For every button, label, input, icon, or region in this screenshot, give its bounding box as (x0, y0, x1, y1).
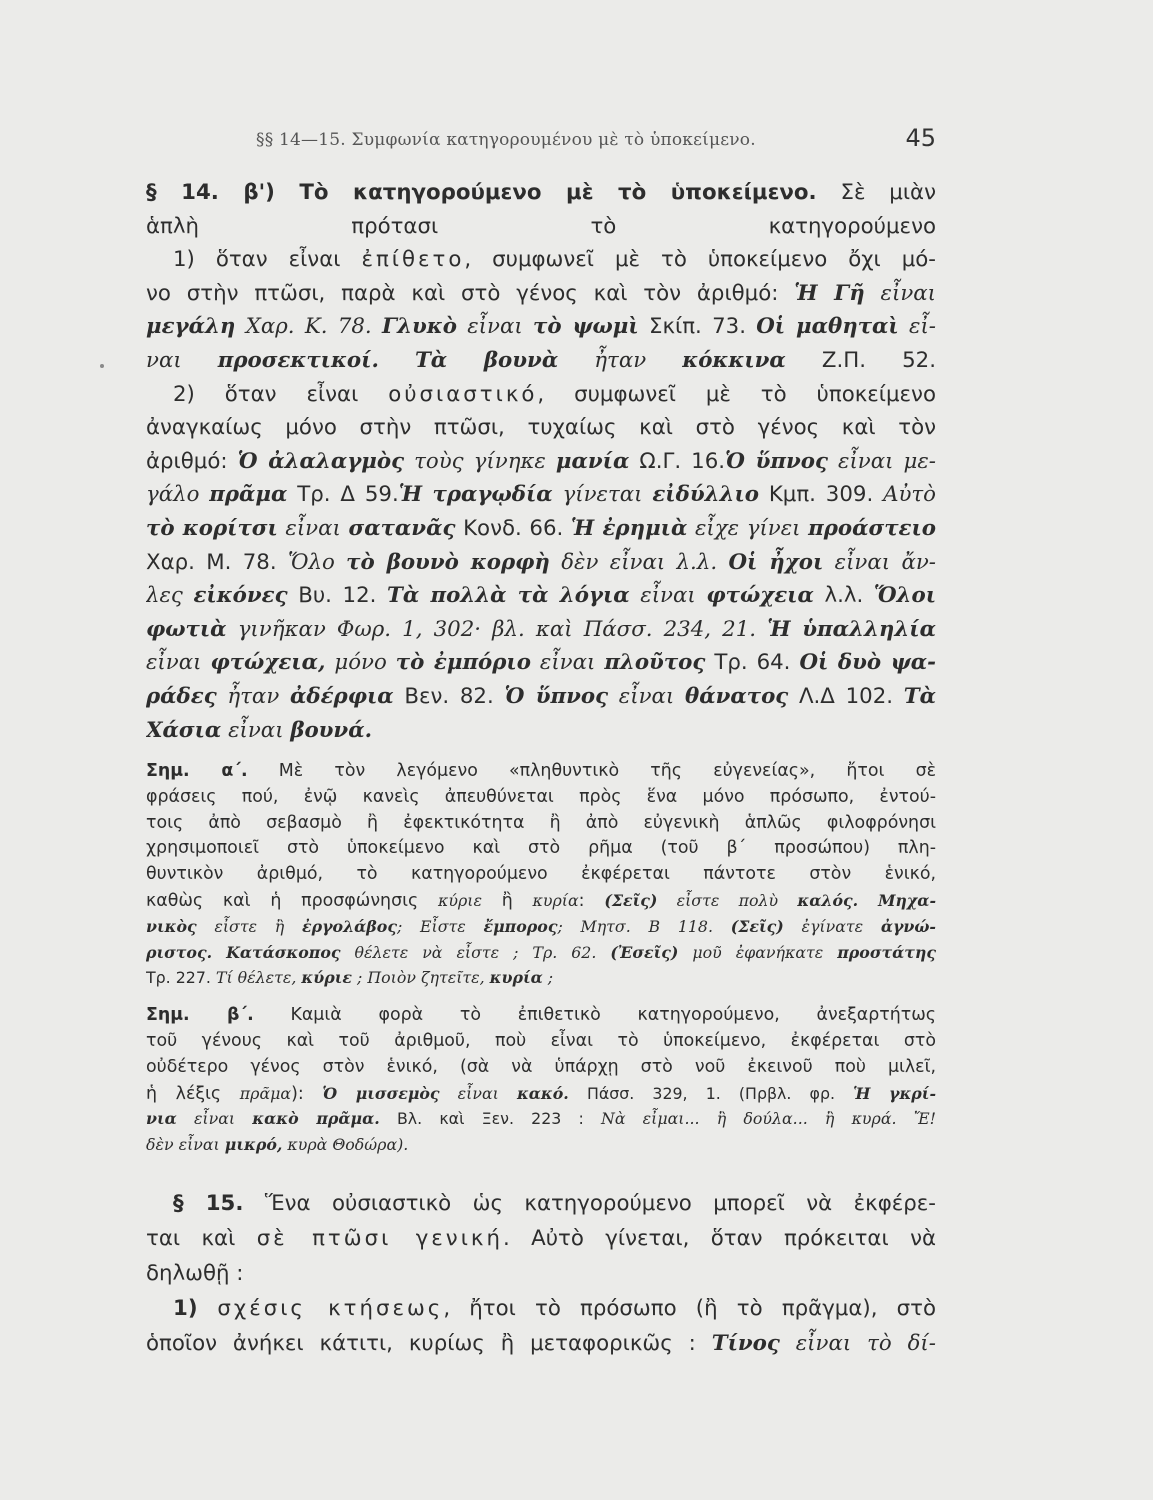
section-heading: § 14. β') Τὸ κατηγορούμενο μὲ τὸ ὑποκείμενο. (146, 180, 817, 205)
text-line: ριστος. Κατάσκοπος θέλετε νὰ εἶστε ; Τρ. 62. (Ἐσεῖς) μοῦ ἐφανήκατε προστάτης (146, 942, 936, 962)
text-line: ὁποῖον ἀνήκει κάτιτι, κυρίως ἢ μεταφορικῶς : Τίνος εἶναι τὸ δί- (146, 1331, 936, 1357)
book-page (146, 122, 936, 1361)
text-line: ράδες ἦταν ἀδέρφια Βεν. 82. Ὁ ὕπνος εἶναι θάνατος Λ.Δ 102. Τὰ (146, 683, 936, 709)
section-15 (146, 1186, 936, 1361)
text-line: ἡ λέξις πρᾶμα): Ὁ μισσεμὸς εἶναι κακό. Πάσσ. 329, 1. (Πρβλ. φρ. Ἡ γκρί- (146, 1083, 936, 1104)
text-line: φράσεις πού, ἐνῷ κανεὶς ἀπευθύνεται πρὸς ἕνα μόνο πρόσωπο, ἐντού- (146, 786, 936, 807)
text-line: δηλωθῇ : (146, 1261, 244, 1287)
text-line: ἀριθμό: Ὁ ἀλαλαγμὸς τοὺς γίνηκε μανία Ω.Γ. 16.Ὁ ὕπνος εἶναι με- (146, 448, 936, 474)
text-line: § 15. Ἕνα οὐσιαστικὸ ὡς κατηγορούμενο μπορεῖ νὰ ἐκφέρε- (173, 1191, 936, 1217)
running-header (146, 122, 936, 156)
section-14 (146, 176, 936, 747)
text-line: 1) σχέσις κτήσεως, ἤτοι τὸ πρόσωπο (ἢ τὸ πρᾶγμα), στὸ (173, 1296, 936, 1322)
text-line: 1) ὅταν εἶναι ἐπίθετο, συμφωνεῖ μὲ τὸ ὑποκείμενο ὄχι μό- (173, 247, 936, 273)
text-line: τὸ κορίτσι εἶναι σατανᾶς Κονδ. 66. Ἡ ἐρημιὰ εἶχε γίνει προάστειο (146, 515, 936, 541)
text-line: ται καὶ σὲ πτῶσι γενική. Αὐτὸ γίνεται, ὅταν πρόκειται νὰ (146, 1226, 936, 1252)
note-label: Σημ. α΄. (146, 761, 248, 782)
text-line: μεγάλη Χαρ. Κ. 78. Γλυκὸ εἶναι τὸ ψωμὶ Σκίπ. 73. Οἱ μαθηταὶ εἶ- (146, 314, 936, 340)
text-line: φωτιὰ γινῆκαν Φωρ. 1, 302· βλ. καὶ Πάσσ. 234, 21. Ἡ ὑπαλληλία (146, 616, 936, 642)
text-line: γάλο πρᾶμα Τρ. Δ 59.Ἡ τραγῳδία γίνεται εἰδύλλιο Κμπ. 309. Αὐτὸ (146, 482, 936, 508)
text-line: Χαρ. Μ. 78. Ὅλο τὸ βουνὸ κορφὴ δὲν εἶναι λ.λ. Οἱ ἦχοι εἶναι ἄν- (146, 549, 936, 575)
text-line: θυντικὸν ἀριθμό, τὸ κατηγορούμενο ἐκφέρεται πάντοτε στὸν ἑνικό, (146, 864, 936, 885)
text-line: νο στὴν πτῶσι, παρὰ καὶ στὸ γένος καὶ τὸν ἀριθμό: Ἡ Γῆ εἶναι (146, 280, 936, 306)
text-line: ἀναγκαίως μόνο στὴν πτῶσι, τυχαίως καὶ στὸ γένος καὶ τὸν (146, 415, 936, 441)
text-line: καθὼς καὶ ἡ προσφώνησις κύριε ἢ κυρία: (Σεῖς) εἶστε πολὺ καλός. Μηχα- (146, 891, 936, 912)
text-line: ναι προσεκτικοί. Τὰ βουνὰ ἦταν κόκκινα Ζ.Π. 52. (146, 347, 936, 373)
text-line: χρησιμοποιεῖ στὸ ὑποκείμενο καὶ στὸ ρῆμα (τοῦ β΄ προσώπου) πλη- (146, 838, 936, 859)
note-alpha (146, 759, 936, 991)
text-line: τοις ἀπὸ σεβασμὸ ἢ ἐφεκτικότητα ἢ ἀπὸ εὐγενικὴ ἁπλῶς φιλοφρόνησι (146, 812, 936, 833)
text-line: ἁπλὴ πρότασι τὸ κατηγορούμενο (146, 213, 936, 239)
text-line: § 14. β') Τὸ κατηγορούμενο μὲ τὸ ὑποκείμενο. Σὲ μιὰν (146, 180, 936, 205)
running-title: §§ 14—15. Συμφωνία κατηγορουμένου μὲ τὸ ὑποκείμενο. (256, 130, 756, 150)
text-line: Σημ. β΄. Καμιὰ φορὰ τὸ ἐπιθετικὸ κατηγορούμενο, ἀνεξαρτήτως (146, 1005, 936, 1026)
print-speck (100, 364, 104, 368)
text-line: νικὸς εἶστε ἢ ἐργολάβος; Εἶστε ἔμπορος; Μητσ. Β 118. (Σεῖς) ἐγίνατε ἀγνώ- (146, 916, 936, 936)
note-beta (146, 1003, 936, 1158)
text-line: νια εἶναι κακὸ πρᾶμα. Βλ. καὶ Ξεν. 223 : Νὰ εἶμαι... ἢ δούλα... ἢ κυρά. Ἔ! (146, 1109, 936, 1129)
text-line: λες εἰκόνες Βυ. 12. Τὰ πολλὰ τὰ λόγια εἶναι φτώχεια λ.λ. Ὅλοι (146, 583, 936, 609)
text-line: Σημ. α΄. Μὲ τὸν λεγόμενο «πληθυντικὸ τῆς εὐγενείας», ἤτοι σὲ (146, 761, 936, 782)
text-line: Τρ. 227. Τί θέλετε, κύριε ; Ποιὸν ζητεῖτε, κυρία ; (146, 968, 554, 988)
text-line: εἶναι φτώχεια, μόνο τὸ ἐμπόριο εἶναι πλοῦτος Τρ. 64. Οἱ δυὸ ψα- (146, 650, 936, 676)
text-line: τοῦ γένους καὶ τοῦ ἀριθμοῦ, ποὺ εἶναι τὸ ὑποκείμενο, ἐκφέρεται στὸ (146, 1031, 936, 1052)
text-line: οὐδέτερο γένος στὸν ἑνικό, (σὰ νὰ ὑπάρχῃ στὸ νοῦ ἐκεινοῦ ποὺ μιλεῖ, (146, 1056, 936, 1077)
text-line: 2) ὅταν εἶναι οὐσιαστικό, συμφωνεῖ μὲ τὸ ὑποκείμενο (173, 381, 936, 407)
note-label: Σημ. β΄. (146, 1005, 254, 1026)
text-line: Χάσια εἶναι βουνά. (146, 717, 373, 743)
page-number: 45 (905, 124, 936, 152)
text-line: δὲν εἶναι μικρό, κυρὰ Θοδώρα). (146, 1135, 409, 1155)
section-heading: § 15. (173, 1191, 244, 1217)
